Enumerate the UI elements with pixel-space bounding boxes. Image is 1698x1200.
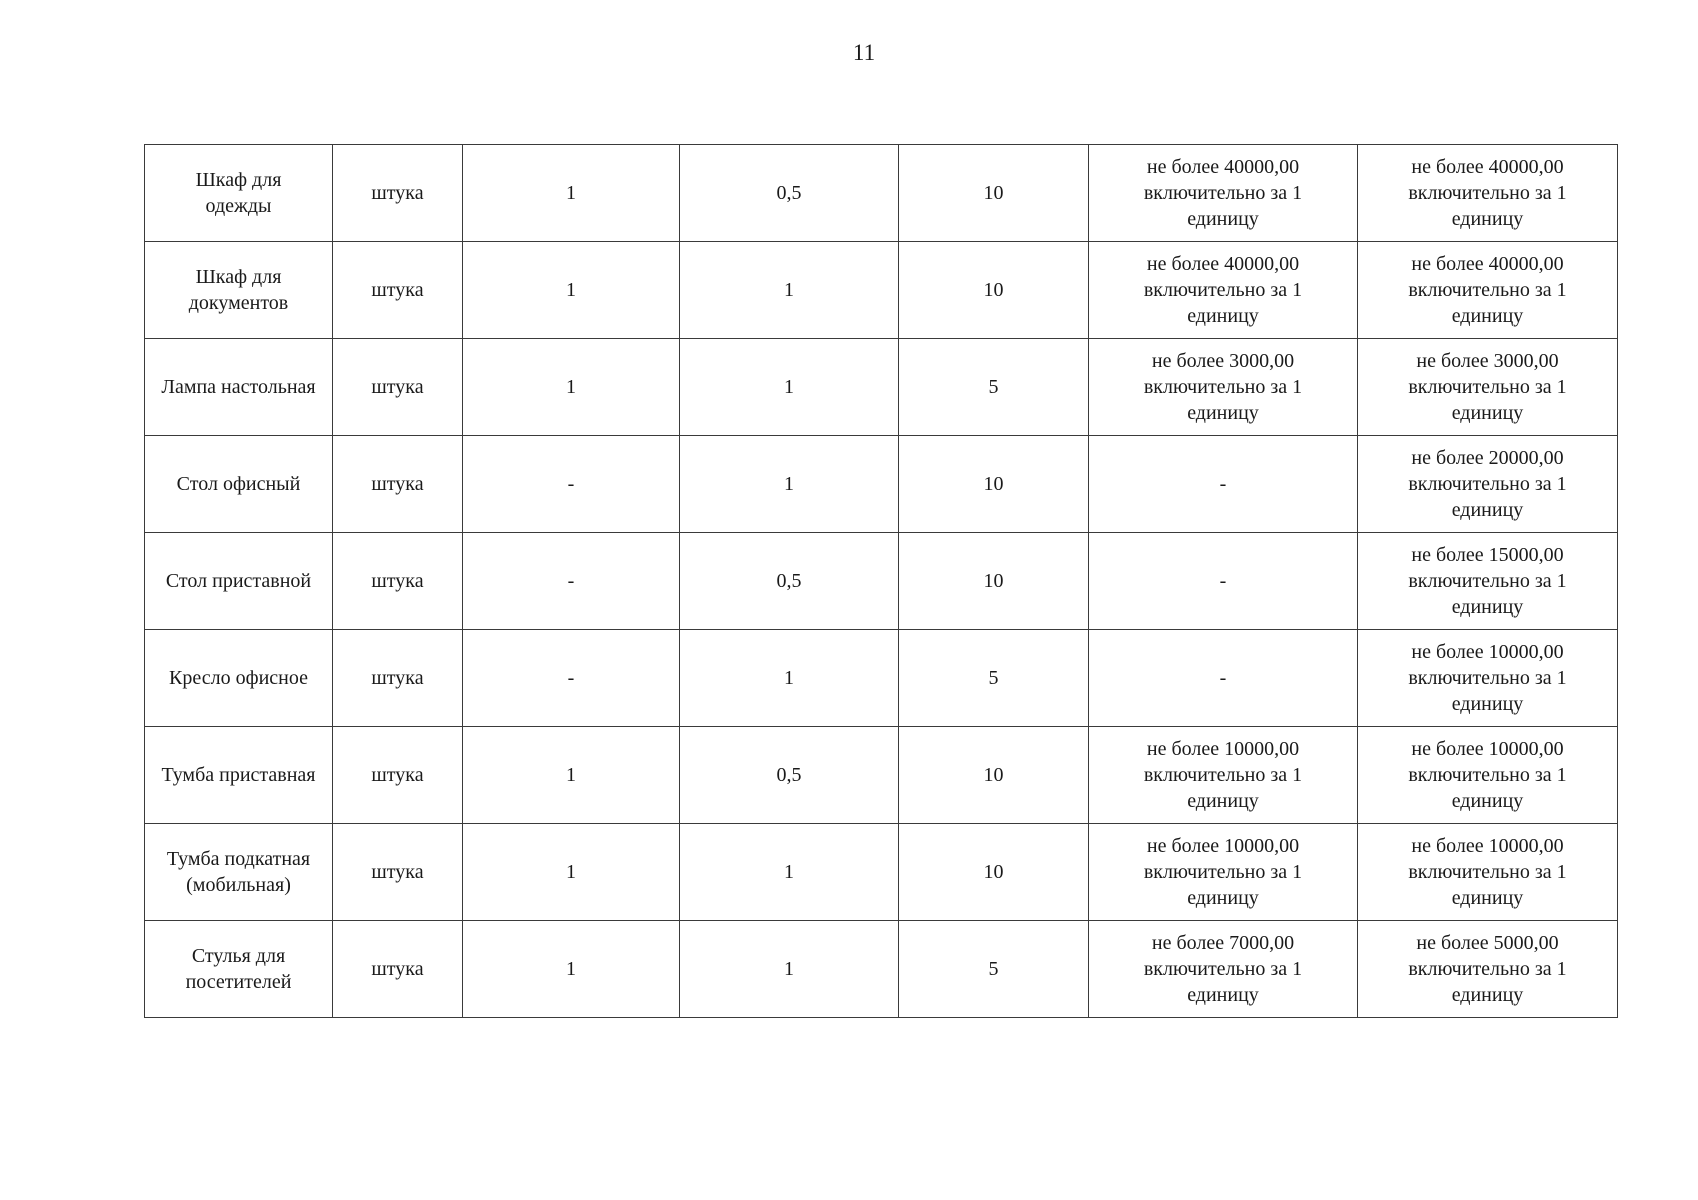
item-name-cell: Стол офисный xyxy=(145,436,333,533)
unit-cell: штука xyxy=(333,533,463,630)
item-name-cell: Шкаф для одежды xyxy=(145,145,333,242)
table-row xyxy=(145,727,1618,824)
unit-cell: штука xyxy=(333,824,463,921)
quantity-cell: 1 xyxy=(463,145,680,242)
price-cell: не более 3000,00 включительно за 1 единицу xyxy=(1089,339,1358,436)
quantity-cell: 0,5 xyxy=(680,533,899,630)
item-name-cell: Лампа настольная xyxy=(145,339,333,436)
price-cell: - xyxy=(1089,630,1358,727)
unit-cell: штука xyxy=(333,630,463,727)
table-row xyxy=(145,242,1618,339)
unit-cell: штука xyxy=(333,339,463,436)
table-row xyxy=(145,921,1618,1018)
item-name-cell: Стулья для посетителей xyxy=(145,921,333,1018)
price-cell: не более 10000,00 включительно за 1 единицу xyxy=(1089,727,1358,824)
price-cell: - xyxy=(1089,436,1358,533)
price-cell: не более 10000,00 включительно за 1 единицу xyxy=(1358,630,1618,727)
price-cell: не более 15000,00 включительно за 1 единицу xyxy=(1358,533,1618,630)
price-cell: не более 3000,00 включительно за 1 единицу xyxy=(1358,339,1618,436)
service-years-cell: 10 xyxy=(899,242,1089,339)
price-cell: не более 10000,00 включительно за 1 единицу xyxy=(1358,727,1618,824)
quantity-cell: 1 xyxy=(680,339,899,436)
service-years-cell: 5 xyxy=(899,630,1089,727)
price-cell: не более 7000,00 включительно за 1 единицу xyxy=(1089,921,1358,1018)
table-row xyxy=(145,145,1618,242)
item-name-cell: Стол приставной xyxy=(145,533,333,630)
table-row xyxy=(145,824,1618,921)
table-row xyxy=(145,630,1618,727)
price-cell: не более 10000,00 включительно за 1 единицу xyxy=(1358,824,1618,921)
service-years-cell: 5 xyxy=(899,921,1089,1018)
quantity-cell: 1 xyxy=(680,921,899,1018)
unit-cell: штука xyxy=(333,242,463,339)
quantity-cell: - xyxy=(463,533,680,630)
price-cell: не более 40000,00 включительно за 1 единицу xyxy=(1358,242,1618,339)
item-name-cell: Шкаф для документов xyxy=(145,242,333,339)
service-years-cell: 10 xyxy=(899,145,1089,242)
service-years-cell: 10 xyxy=(899,727,1089,824)
quantity-cell: 1 xyxy=(463,339,680,436)
quantity-cell: 0,5 xyxy=(680,727,899,824)
price-cell: не более 40000,00 включительно за 1 единицу xyxy=(1358,145,1618,242)
price-cell: - xyxy=(1089,533,1358,630)
item-name-cell: Кресло офисное xyxy=(145,630,333,727)
item-name-cell: Тумба подкатная (мобильная) xyxy=(145,824,333,921)
quantity-cell: 1 xyxy=(680,242,899,339)
price-cell: не более 10000,00 включительно за 1 единицу xyxy=(1089,824,1358,921)
unit-cell: штука xyxy=(333,921,463,1018)
price-cell: не более 40000,00 включительно за 1 единицу xyxy=(1089,242,1358,339)
quantity-cell: 0,5 xyxy=(680,145,899,242)
unit-cell: штука xyxy=(333,727,463,824)
page-number: 11 xyxy=(852,40,876,65)
service-years-cell: 10 xyxy=(899,436,1089,533)
service-years-cell: 10 xyxy=(899,824,1089,921)
item-name-cell: Тумба приставная xyxy=(145,727,333,824)
unit-cell: штука xyxy=(333,436,463,533)
price-cell: не более 40000,00 включительно за 1 единицу xyxy=(1089,145,1358,242)
furniture-norms-table xyxy=(144,144,1618,1018)
quantity-cell: 1 xyxy=(463,727,680,824)
quantity-cell: 1 xyxy=(680,630,899,727)
quantity-cell: 1 xyxy=(680,436,899,533)
quantity-cell: 1 xyxy=(463,921,680,1018)
quantity-cell: 1 xyxy=(463,242,680,339)
table-row xyxy=(145,533,1618,630)
quantity-cell: 1 xyxy=(463,824,680,921)
quantity-cell: - xyxy=(463,630,680,727)
quantity-cell: 1 xyxy=(680,824,899,921)
unit-cell: штука xyxy=(333,145,463,242)
table-row xyxy=(145,436,1618,533)
service-years-cell: 10 xyxy=(899,533,1089,630)
quantity-cell: - xyxy=(463,436,680,533)
table-row xyxy=(145,339,1618,436)
service-years-cell: 5 xyxy=(899,339,1089,436)
price-cell: не более 5000,00 включительно за 1 единицу xyxy=(1358,921,1618,1018)
price-cell: не более 20000,00 включительно за 1 единицу xyxy=(1358,436,1618,533)
